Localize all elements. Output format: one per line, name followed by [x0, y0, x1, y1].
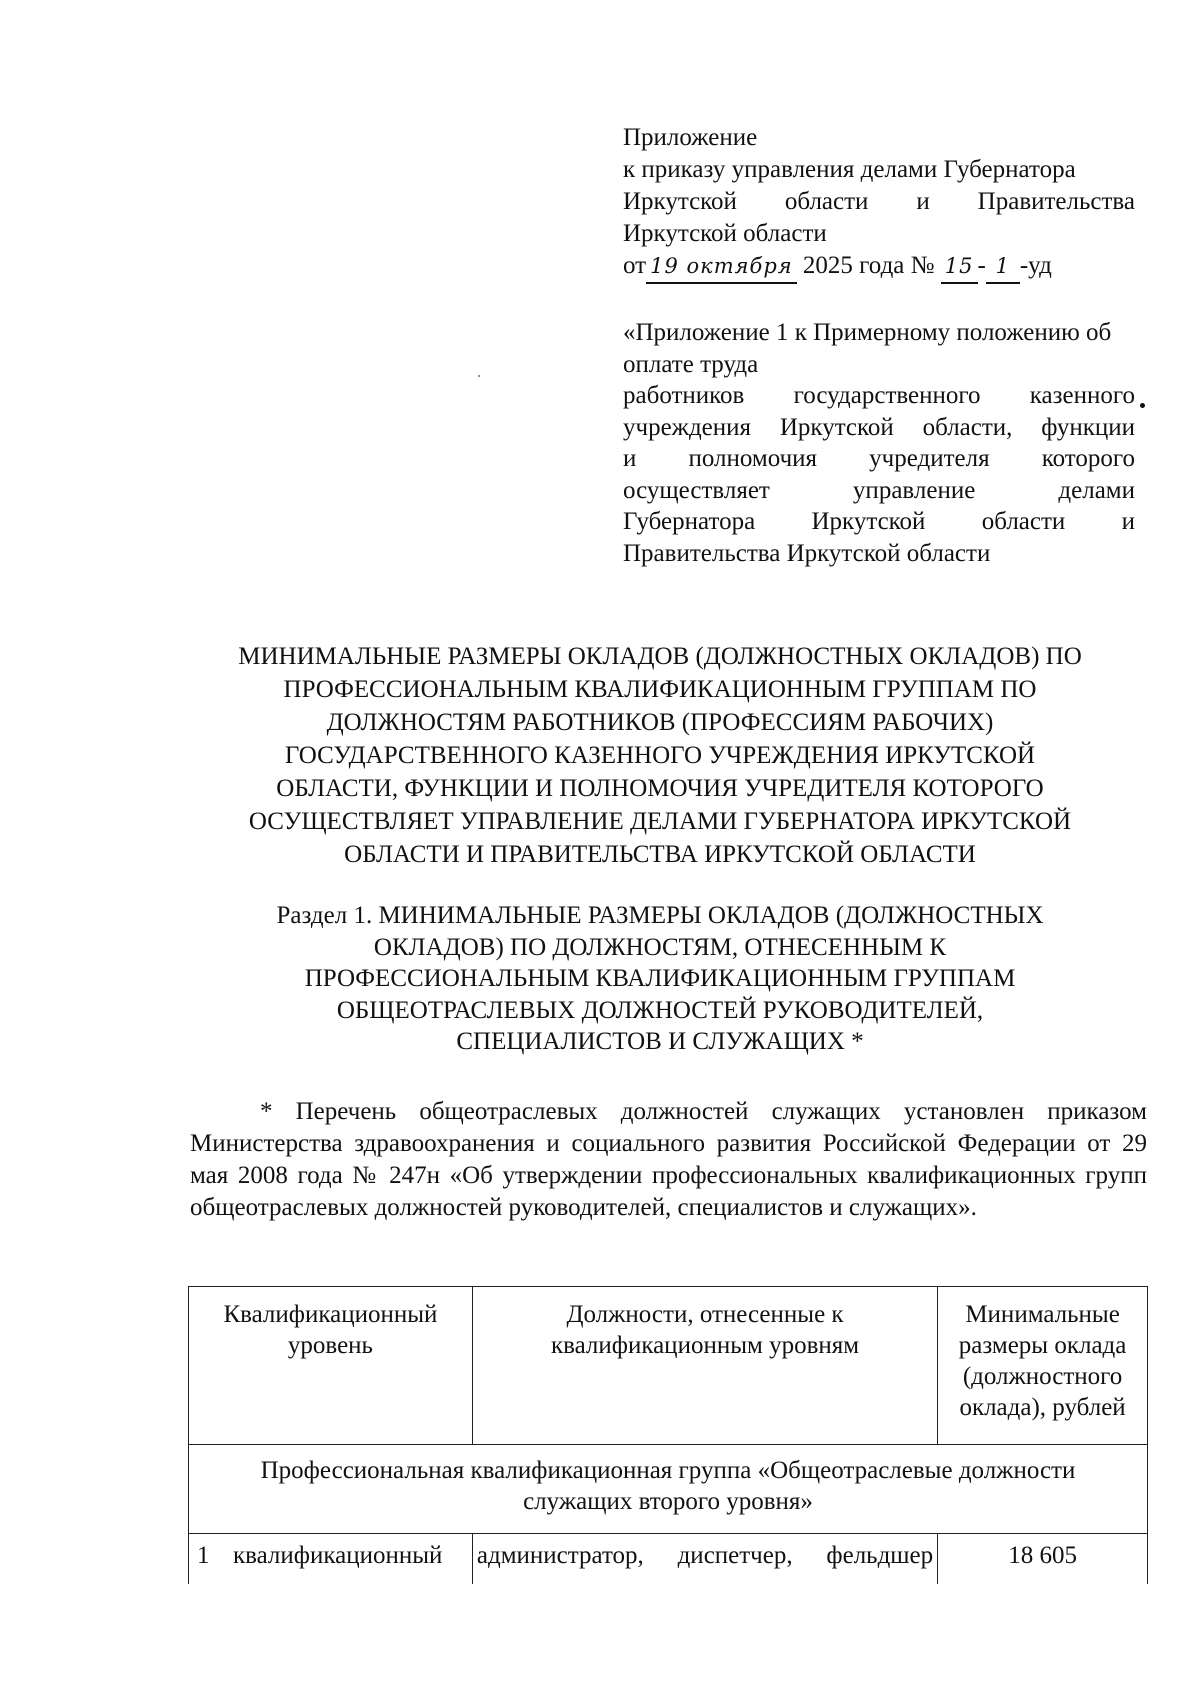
appendix-1-line: Губернатора Иркутской области и [623, 508, 1135, 535]
appendix-line: Иркутской области [623, 220, 827, 247]
appendix-date-line [623, 250, 1135, 284]
main-title-line: ОБЛАСТИ, ФУНКЦИИ И ПОЛНОМОЧИЯ УЧРЕДИТЕЛЯ КОТОРОГО [276, 775, 1044, 802]
group-title [189, 1445, 1148, 1534]
header-min-line: Минимальные [965, 1301, 1120, 1328]
row-level [189, 1534, 473, 1585]
header-positions [472, 1287, 937, 1445]
appendix-line: Иркутской области и Правительства [623, 188, 1135, 215]
appendix-1-line: работников государственного казенного [623, 382, 1135, 409]
appendix-1-line: и полномочия учредителя которого [623, 445, 1135, 472]
section-title-line: СПЕЦИАЛИСТОВ И СЛУЖАЩИХ * [456, 1028, 864, 1055]
date-prefix: от [623, 252, 647, 279]
appendix-block [623, 122, 1135, 284]
section-title-line: ОБЩЕОТРАСЛЕВЫХ ДОЛЖНОСТЕЙ РУКОВОДИТЕЛЕЙ, [336, 996, 984, 1024]
number-dash: - [977, 252, 986, 279]
scan-dot-mark [1140, 403, 1145, 408]
salary-table [188, 1286, 1148, 1584]
section-title-line: ОКЛАДОВ) ПО ДОЛЖНОСТЯМ, ОТНЕСЕННЫМ К [373, 933, 947, 961]
header-level [189, 1287, 473, 1445]
handwritten-number-2: 1 [986, 250, 1020, 284]
row-level-text: квалификационный [233, 1542, 443, 1569]
header-level-line: Квалификационный [223, 1301, 438, 1328]
appendix-title: Приложение [623, 124, 758, 151]
appendix-1-line: учреждения Иркутской области, функции [623, 413, 1135, 441]
group-title-line: служащих второго уровня» [523, 1488, 813, 1515]
header-min-line: оклада), рублей [959, 1394, 1126, 1421]
row-positions: администратор, диспетчер, фельдшер [472, 1534, 937, 1585]
appendix-line: к приказу управления делами Губернатора [623, 156, 1076, 183]
section-title [215, 900, 1105, 1058]
main-title [180, 640, 1140, 871]
main-title-line: МИНИМАЛЬНЫЕ РАЗМЕРЫ ОКЛАДОВ (ДОЛЖНОСТНЫХ ОКЛАДОВ) ПО [238, 643, 1082, 670]
footnote-paragraph [190, 1096, 1147, 1224]
header-min-line: (должностного [962, 1363, 1123, 1390]
table-row [189, 1534, 1148, 1585]
main-title-line: ГОСУДАРСТВЕННОГО КАЗЕННОГО УЧРЕЖДЕНИЯ ИРКУТСКОЙ [284, 742, 1036, 769]
section-title-line: ПРОФЕССИОНАЛЬНЫМ КВАЛИФИКАЦИОННЫМ ГРУППАМ [304, 965, 1016, 992]
group-title-line: Профессиональная квалификационная группа «Общеотраслевые должности [260, 1457, 1076, 1484]
number-suffix: -уд [1019, 252, 1052, 279]
date-year: 2025 года № [802, 252, 935, 279]
header-min-salary [938, 1287, 1148, 1445]
appendix-1-line: Правительства Иркутской области [623, 539, 991, 567]
appendix-1-title: «Приложение 1 [623, 319, 789, 346]
main-title-line: ОСУЩЕСТВЛЯЕТ УПРАВЛЕНИЕ ДЕЛАМИ ГУБЕРНАТОРА ИРКУТСКОЙ [248, 808, 1072, 835]
scan-dot-mark [478, 375, 480, 377]
header-level-line: уровень [287, 1332, 373, 1359]
header-min-line: размеры оклада [958, 1332, 1127, 1359]
appendix-1-block [623, 317, 1135, 569]
main-title-line: ОБЛАСТИ И ПРАВИТЕЛЬСТВА ИРКУТСКОЙ ОБЛАСТИ [344, 841, 976, 868]
handwritten-number-1: 15 [941, 250, 978, 284]
header-positions-line: квалификационным уровням [550, 1332, 860, 1359]
table-header-row [189, 1287, 1148, 1445]
row-min-salary: 18 605 [938, 1534, 1148, 1585]
main-title-line: ДОЛЖНОСТЯМ РАБОТНИКОВ (ПРОФЕССИЯМ РАБОЧИХ) [326, 709, 994, 736]
section-title-line: Раздел 1. МИНИМАЛЬНЫЕ РАЗМЕРЫ ОКЛАДОВ (ДОЛЖНОСТНЫХ [276, 902, 1044, 929]
footnote-text: * Перечень общеотраслевых должностей служащих установлен приказом Министерства здравоохранения и социального развития Российской Федерации от 29 мая 2008 года № 247н «Об утверждении профессиональных квалификационных групп общеотраслевых должностей руководителей, специалистов и служащих». [190, 1098, 1147, 1221]
main-title-line: ПРОФЕССИОНАЛЬНЫМ КВАЛИФИКАЦИОННЫМ ГРУППАМ ПО [283, 676, 1037, 703]
appendix-1-line: осуществляет управление делами [623, 476, 1135, 504]
appendix-1-line: к Примерному положению об оплате труда [623, 319, 1112, 378]
header-positions-line: Должности, отнесенные к [566, 1301, 844, 1328]
handwritten-date: 19 октября [646, 250, 797, 284]
table-group-row [189, 1445, 1148, 1534]
row-level-number: 1 [197, 1542, 210, 1569]
